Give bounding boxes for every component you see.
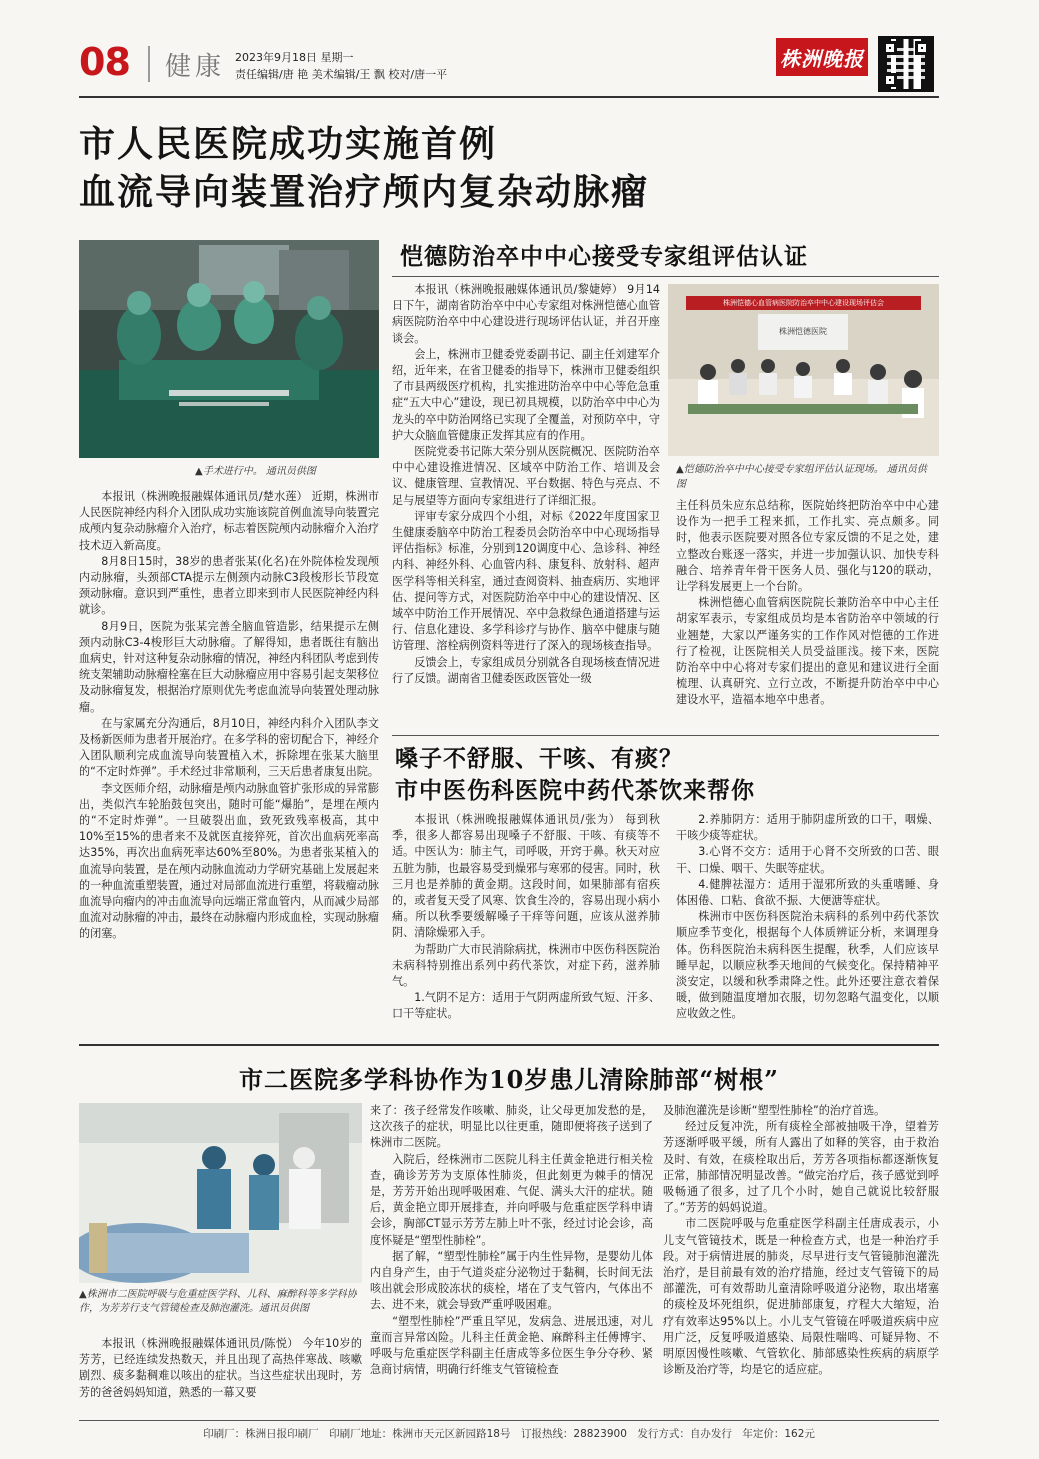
article4-body-left xyxy=(79,1336,362,1401)
article3-paragraph: 为帮助广大市民消除病扰，株洲市中医伤科医院治未病科特别推出系列中药代茶饮，对症下药，滋养肺气。 xyxy=(392,942,660,989)
article3-paragraph: 株洲市中医伤科医院治未病科的系列中药代茶饮顺应季节变化，根据每个人体质辨证分析，来调理身体。伤科医院治未病科医生提醒，秋季，人们应该早睡早起，以顺应秋季天地间的气候变化。保持精神平淡安定，以缓和秋季肃降之性。此外还要注意衣着保暖，做到随温度增加衣服，切勿忽略气温变化，以顺应收敛之性。 xyxy=(676,910,939,1021)
bronchoscopy-photo-image xyxy=(79,1103,362,1283)
surgery-photo-image xyxy=(79,240,379,458)
article4-headline: 市二医院多学科协作为10岁患儿清除肺部“树根” xyxy=(238,1065,779,1094)
article2-body-right xyxy=(676,498,939,709)
article3-body-left xyxy=(392,812,660,1023)
surgery-photo-caption: ▲手术进行中。 通讯员供图 xyxy=(195,466,316,477)
article1-paragraph: 在与家属充分沟通后，8月10日，神经内科介入团队李文及杨新医师为患者开展治疗。在多学科的密切配合下，神经介入团队顺利完成血流导向装置植入术，拆除埋在张某大脑里的“不定时炸弹”。手术经过非常顺利，三天后患者康复出院。 xyxy=(79,716,379,779)
article1-paragraph: 本报讯（株洲晚报融媒体通讯员/楚水莲） 近期，株洲市人民医院神经内科介入团队成功实施该院首例血流导向装置完成颅内复杂动脉瘤介入治疗，标志着医院颅内动脉瘤介入治疗技术迈入新高度。 xyxy=(79,490,379,552)
bronchoscopy-photo-caption: ▲株洲市二医院呼吸与危重症医学科、儿科、麻醉科等多学科协作，为芳芳行支气管镜检查及肺泡灌洗。通讯员供图 xyxy=(79,1289,357,1314)
header-divider xyxy=(148,46,150,82)
date-line: 2023年9月18日 星期一 xyxy=(235,51,354,64)
article2-headline: 恺德防治卒中中心接受专家组评估认证 xyxy=(400,243,808,270)
article1-paragraph: 8月9日，医院为张某完善全脑血管造影，结果提示左侧颈内动脉C3-4梭形巨大动脉瘤。了解得知，患者既往有脑出血病史，针对这种复杂动脉瘤的情况，神经内科团队考虑到传统支架辅助动脉瘤栓塞在巨大动脉瘤应用中容易引起支架移位及动脉瘤复发，根据治疗原则优先考虑血流导向装置处理动脉瘤。 xyxy=(79,619,379,714)
qr-code-icon[interactable] xyxy=(878,36,934,92)
article3-headline-line1: 嗓子不舒服、干咳、有痰？ xyxy=(395,745,683,772)
article4-body-right xyxy=(663,1103,939,1378)
article3-paragraph: 1.气阴不足方：适用于气阴两虚所致气短、汗多、口干等症状。 xyxy=(392,991,660,1021)
article1-body xyxy=(79,489,379,943)
bronchoscopy-photo xyxy=(79,1103,362,1283)
editors-line: 责任编辑/唐 艳 美术编辑/王 飘 校对/唐一平 xyxy=(235,68,448,81)
article2-rule xyxy=(392,276,939,277)
article3-body-right xyxy=(676,812,939,1023)
article4-paragraph: 入院后，经株洲市二医院儿科主任黄金艳进行相关检查，确诊芳芳为支原体性肺炎，但此刻更为棘手的情况是，芳芳开始出现呼吸困难、气促、满头大汗的症状。随后，黄金艳立即开展排查，并向呼吸与危重症医学科申请会诊，胸部CT显示芳芳左肺上叶不张，经过讨论会诊，高度怀疑是“塑型性肺栓”。 xyxy=(370,1152,653,1247)
article2-body-left xyxy=(392,282,660,687)
article1-headline-line1: 市人民医院成功实施首例 xyxy=(79,124,498,165)
article2-paragraph: 反馈会上，专家组成员分别就各自现场核查情况进行了反馈。湖南省卫健委医政医管处一级 xyxy=(392,655,660,685)
article2-paragraph: 主任科员朱应东总结称，医院始终把防治卒中中心建设作为一把手工程来抓，工作扎实、亮点颇多。同时，他表示医院要对照各位专家反馈的不足之处，建立整改台账逐一落实，并进一步加强认识、加快专科融合、培养青年骨干医务人员、强化与120的联动，让学科发展更上一个台阶。 xyxy=(676,499,939,594)
article4-paragraph: 市二医院呼吸与危重症医学科副主任唐成表示，小儿支气管镜技术，既是一种检查方式，也是一种治疗手段。对于病情进展的肺炎，尽早进行支气管镜肺泡灌洗治疗，是目前最有效的治疗措施，经过支气管镜下的局部灌洗，可有效帮助儿童清除呼吸道分泌物，取出堵塞的痰栓及坏死组织，促进肺部康复，疗程大大缩短，治疗有效率达95%以上。小儿支气管镜在呼吸道疾病中应用广泛，反复呼吸道感染、局限性喘鸣、可疑异物、不明原因慢性咳嗽、气管软化、肺部感染性疾病的病原学诊断及治疗等，均是它的适应症。 xyxy=(663,1217,939,1377)
printer-footer: 印刷厂：株洲日报印刷厂 印刷厂地址：株洲市天元区新园路18号 订报热线：28823900 发行方式：自办发行 年定价：162元 xyxy=(79,1420,939,1441)
article1-paragraph: 李文医师介绍，动脉瘤是颅内动脉血管扩张形成的异常膨出，类似汽车轮胎鼓包突出，随时可能“爆胎”，是埋在颅内的“不定时炸弹”。一旦破裂出血，致死致残率极高，其中10%至15%的患者来不及就医直接猝死，首次出血病死率高达35%，再次出血病死率达60%至80%。为患者张某植入的血流导向装置，是在颅内动脉血流动力学研究基础上发展起来的一种血流重塑装置，通过对局部血流进行重塑，将载瘤动脉血流导向瘤内的冲击血流导向远端正常血管内，从而减少局部血流对动脉瘤的冲击，最终在动脉瘤内形成血栓，实现动脉瘤的闭塞。 xyxy=(79,781,379,941)
article1-paragraph: 8月8日15时，38岁的患者张某(化名)在外院体检发现颅内动脉瘤，头颈部CTA提示左侧颈内动脉C3段梭形长节段宽颈动脉瘤。意识到严重性，患者立即来到市人民医院神经内科就诊。 xyxy=(79,554,379,617)
meeting-banner: 株洲恺德心血管病医院防治卒中中心建设现场评估会 xyxy=(723,299,884,307)
article3-headline-line2: 市中医伤科医院中药代茶饮来帮你 xyxy=(395,777,755,804)
newspaper-logo: 株洲晚报 xyxy=(776,38,868,76)
article2-paragraph: 医院党委书记陈大荣分别从医院概况、医院防治卒中中心建设推进情况、区域卒中防治工作、培训及会议、健康管理、宣教情况、平台数据、特色与亮点、不足与展望等方面向专家组进行了详细汇报。 xyxy=(392,445,660,507)
article3-paragraph: 4.健脾祛湿方：适用于湿邪所致的头重嗜睡、身体困倦、口粘、食欲不振、大便溏等症状。 xyxy=(676,877,939,908)
article4-paragraph: “塑型性肺栓”严重且罕见，发病急、进展迅速，对儿童而言异常凶险。儿科主任黄金艳、麻醉科主任傅博宇、呼吸与危重症医学科副主任唐成等多位医生争分夺秒、紧急商讨病情，明确行纤维支气管镜检查 xyxy=(370,1314,653,1377)
hospital-sign: 株洲恺德医院 xyxy=(779,327,827,336)
article2-paragraph: 评审专家分成四个小组，对标《2022年度国家卫生健康委脑卒中防治工程委员会防治卒中中心现场指导评估指标》标准，分别到120调度中心、急诊科、神经内科、神经外科、心血管内科、康复科、放射科、超声医学科等相关科室，通过查阅资料、抽查病历、实地评估、提问等方式，对医院防治卒中中心的建设情况、区域卒中防治工作开展情况、卒中急救绿色通道搭建与运行、信息化建设、多学科诊疗与协作、脑卒中健康与随访管理、溶栓病例资料等进行了深入的现场核查指导。 xyxy=(392,509,660,653)
article3-rule-top xyxy=(392,735,939,736)
article4-body-mid xyxy=(370,1103,653,1378)
article4-paragraph: 及肺泡灌洗是诊断“塑型性肺栓”的治疗首选。 xyxy=(663,1104,886,1117)
article2-paragraph: 会上，株洲市卫健委党委副书记、副主任刘建军介绍，近年来，在省卫健委的指导下，株洲市卫健委组织了市县两级医疗机构，扎实推进防治卒中中心等危急重症“五大中心”建设，现已初具规模，以防治卒中中心为龙头的卒中防治网络已实现了全覆盖，对预防卒中，守护大众脑血管健康正发挥其应有的作用。 xyxy=(392,347,660,442)
article2-paragraph: 本报讯（株洲晚报融媒体通讯员/黎婕婷） 9月14日下午，湖南省防治卒中中心专家组对株洲恺德心血管病医院防治卒中中心建设进行现场评估认证，并召开座谈会。 xyxy=(392,283,660,345)
section-name: 健康 xyxy=(165,52,226,82)
article3-paragraph: 本报讯（株洲晚报融媒体通讯员/张为） 每到秋季，很多人都容易出现嗓子不舒服、干咳、有痰等不适。中医认为：肺主气，司呼吸，开窍于鼻。秋天对应五脏为肺，也最容易受到燥邪与寒邪的侵害。同时，秋三月也是养肺的黄金期。这段时间，如果肺部有宿疾的，或者复天受了风寒、饮食生冷的，容易出现小病小痛。所以秋季要缓解嗓子干痒等问题，应该从滋养肺阴、清除燥邪入手。 xyxy=(392,813,660,940)
header-rule xyxy=(79,96,939,98)
article3-paragraph: 3.心肾不交方：适用于心肾不交所致的口苦、眼干、口燥、咽干、失眠等症状。 xyxy=(676,845,939,875)
meeting-photo xyxy=(668,284,939,456)
page-number: 08 xyxy=(79,40,130,84)
article4-rule xyxy=(79,1044,939,1046)
article2-paragraph: 株洲恺德心血管病医院院长兼防治卒中中心主任胡家军表示，专家组成员均是本省防治卒中领域的行业翘楚，大家以严谨务实的工作作风对恺德的工作进行了检视，让医院相关人员受益匪浅。接下来，医院防治卒中中心将对专家们提出的意见和建议进行全面梳理、认真研究、立行立改，不断提升防治卒中中心建设水平，造福本地卒中患者。 xyxy=(676,596,939,707)
article4-paragraph: 经过反复冲洗，所有痰栓全部被抽吸干净，望着芳芳逐渐呼吸平缓，所有人露出了如释的笑容，由于救治及时、有效，在痰栓取出后，芳芳各项指标都逐渐恢复正常，肺部情况明显改善。“做完治疗后，孩子感觉到呼吸畅通了很多，过了几个小时，她自己就说比较舒服了。”芳芳的妈妈说道。 xyxy=(663,1120,939,1215)
article4-paragraph: 来了：孩子经常发作咳嗽、肺炎，让父母更加发愁的是，这次孩子的症状，明显比以往更重，随即便将孩子送到了株洲市二医院。 xyxy=(370,1104,653,1150)
article4-paragraph: 据了解，“塑型性肺栓”属于内生性异物，是婴幼儿体内自身产生，由于气道炎症分泌物过于黏稠，长时间无法咳出就会形成胶冻状的痰栓，堵在了支气管内，气体出不去、进不来，就会导致严重呼吸困难。 xyxy=(370,1249,653,1312)
meeting-photo-caption: ▲恺德防治卒中中心接受专家组评估认证现场。 通讯员供图 xyxy=(676,464,927,490)
surgery-photo xyxy=(79,240,379,458)
article4-paragraph: 本报讯（株洲晚报融媒体通讯员/陈悦） 今年10岁的芳芳，已经连续发热数天，并且出现了高热伴寒战、咳嗽剧烈、痰多黏稠难以咳出的症状。当这些症状出现时，芳芳的爸爸妈妈知道，熟悉的一幕又要 xyxy=(79,1337,362,1399)
article1-headline-line2: 血流导向装置治疗颅内复杂动脉瘤 xyxy=(79,172,650,213)
article3-paragraph: 2.养肺阴方：适用于肺阴虚所致的口干，咽燥、干咳少痰等症状。 xyxy=(676,813,939,843)
